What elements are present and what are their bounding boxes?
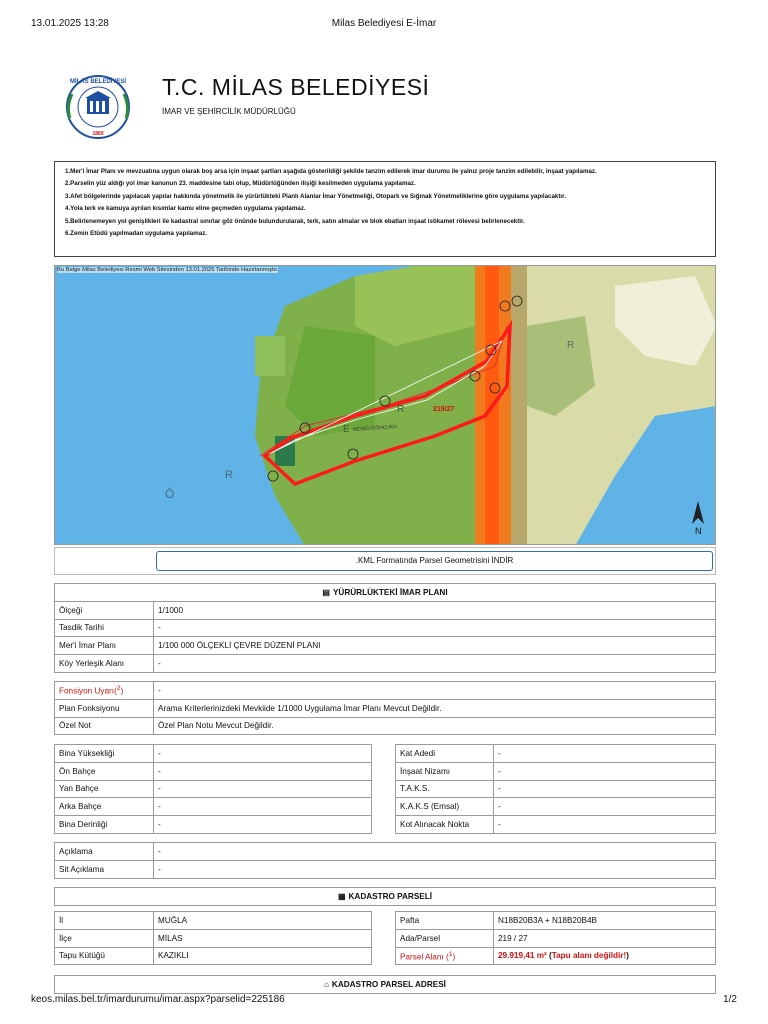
map-letter-o: Ö bbox=[165, 487, 175, 501]
row-value: 219 / 27 bbox=[494, 929, 716, 947]
table-row bbox=[396, 929, 716, 947]
print-header bbox=[0, 18, 768, 32]
note-item: 6.Zemin Etüdü yapılmadan uygulama yapılamaz. bbox=[65, 229, 208, 237]
special-note-label: Özel Not bbox=[55, 717, 154, 735]
parcel-area-label: Parsel Alanı ($^1$) bbox=[396, 947, 494, 965]
table-row bbox=[55, 717, 716, 735]
conditions-notes bbox=[54, 161, 716, 257]
address-heading: ⌂ KADASTRO PARSEL ADRESİ bbox=[55, 976, 716, 994]
row-label: Açıklama bbox=[55, 843, 154, 861]
map-place-label: MENEK/ŞÖHÇUKU bbox=[352, 423, 398, 433]
row-label: Bina Derinliği bbox=[55, 816, 154, 834]
print-date: 13.01.2025 13:28 bbox=[31, 18, 109, 29]
row-label: Köy Yerleşik Alanı bbox=[55, 655, 154, 673]
row-value: - bbox=[494, 798, 716, 816]
row-label: Ada/Parsel bbox=[396, 929, 494, 947]
table-row bbox=[396, 947, 716, 965]
row-value: - bbox=[494, 780, 716, 798]
table-row bbox=[55, 699, 716, 717]
zoning-plan-table bbox=[54, 583, 716, 673]
cadastre-left bbox=[54, 911, 372, 965]
row-label: Tapu Kütüğü bbox=[55, 947, 154, 965]
table-row bbox=[396, 798, 716, 816]
page-number: 1/2 bbox=[723, 994, 737, 1005]
map-letter-r3: R bbox=[567, 340, 575, 351]
row-value: - bbox=[154, 655, 716, 673]
cadastre-heading-table bbox=[54, 887, 716, 906]
row-label: Kat Adedi bbox=[396, 745, 494, 763]
kml-download-button[interactable]: .KML Formatında Parsel Geometrisini İNDİR bbox=[156, 551, 713, 571]
function-warning-value: - bbox=[154, 682, 716, 700]
table-row bbox=[55, 843, 716, 861]
table-row bbox=[55, 798, 372, 816]
row-label: Ölçeği bbox=[55, 601, 154, 619]
kml-row bbox=[54, 547, 716, 575]
row-label: Sit Açıklama bbox=[55, 860, 154, 878]
cadastre-right bbox=[395, 911, 716, 965]
table-row bbox=[396, 780, 716, 798]
row-label: K.A.K.S (Emsal) bbox=[396, 798, 494, 816]
row-label: Yan Bahçe bbox=[55, 780, 154, 798]
row-value: - bbox=[494, 816, 716, 834]
row-value: - bbox=[494, 745, 716, 763]
table-row bbox=[55, 682, 716, 700]
function-table bbox=[54, 681, 716, 735]
home-icon: ⌂ bbox=[324, 979, 329, 989]
row-value: 1/100 000 ÖLÇEKLİ ÇEVRE DÜZENİ PLANI bbox=[154, 637, 716, 655]
table-row bbox=[55, 912, 372, 930]
map-letter-e: E bbox=[343, 424, 350, 435]
row-label: Bina Yüksekliği bbox=[55, 745, 154, 763]
table-row bbox=[55, 655, 716, 673]
row-value: N18B20B3A + N18B20B4B bbox=[494, 912, 716, 930]
row-label: Arka Bahçe bbox=[55, 798, 154, 816]
row-label: Ön Bahçe bbox=[55, 762, 154, 780]
building-params-right bbox=[395, 744, 716, 834]
print-title: Milas Belediyesi E-İmar bbox=[331, 18, 437, 29]
plan-function-label: Plan Fonksiyonu bbox=[55, 699, 154, 717]
map-letter-r1: R bbox=[225, 469, 233, 481]
municipality-logo bbox=[62, 74, 134, 140]
table-row bbox=[55, 816, 372, 834]
grid-icon: ▦ bbox=[337, 891, 346, 901]
plan-heading: ▤ YÜRÜRLÜKTEKİ İMAR PLANI bbox=[55, 584, 716, 602]
row-value: - bbox=[154, 798, 372, 816]
building-params-left bbox=[54, 744, 372, 834]
row-label: Pafta bbox=[396, 912, 494, 930]
row-label: İlçe bbox=[55, 929, 154, 947]
table-row bbox=[396, 816, 716, 834]
row-value: MUĞLA bbox=[154, 912, 372, 930]
department-subtitle: İMAR VE ŞEHİRCİLİK MÜDÜRLÜĞÜ bbox=[162, 107, 296, 116]
cadastre-heading: ▦ KADASTRO PARSELİ bbox=[55, 888, 716, 906]
map-canvas bbox=[55, 266, 716, 545]
row-value: KAZIKLI bbox=[154, 947, 372, 965]
row-label: Tasdik Tarihi bbox=[55, 619, 154, 637]
row-label: İnşaat Nizamı bbox=[396, 762, 494, 780]
logo-ring-text: MİLAS BELEDİYESİ bbox=[69, 79, 127, 85]
note-item: 1.Mer'i İmar Planı ve mevzuatına uygun olarak boş arsa için inşaat şartları aşağıda gösterildiği şekilde tanzim edilerek imar durumu ile yalnız proje tanzim edilebilir, inşaat yapılamaz. bbox=[65, 168, 597, 175]
table-row bbox=[55, 860, 716, 878]
row-value: - bbox=[154, 843, 716, 861]
row-value: MİLAS bbox=[154, 929, 372, 947]
row-value: - bbox=[154, 816, 372, 834]
note-item: 5.Belirlenemeyen yol genişlikleri ile kadastral sınırlar göz önünde bulundurularak, terk, satın almalar ve blok ebatları inşaat istikamet rölevesi belirlenecektir. bbox=[65, 217, 525, 225]
row-value: - bbox=[494, 762, 716, 780]
address-heading-table bbox=[54, 975, 716, 994]
note-item: 3.Afet bölgelerinde yapılacak yapılar hakkında yönetmelik ile yürürlükteki Planlı Alanlar İmar Yönetmeliği, Otopark ve Sığınak Yönetmeliklerine göre uygulama yapılacaktır. bbox=[65, 192, 566, 200]
map-disclaimer: Bu Belge Milas Belediyesi Resmi Web Sitesinden 13.01.2025 Tarihinde Hazırlanmıştır. bbox=[57, 267, 279, 273]
description-table bbox=[54, 842, 716, 879]
row-value: - bbox=[154, 762, 372, 780]
table-row bbox=[55, 947, 372, 965]
organization-title: T.C. MİLAS BELEDİYESİ bbox=[162, 74, 430, 100]
special-note-value: Özel Plan Notu Mevcut Değildir. bbox=[154, 717, 716, 735]
table-row bbox=[55, 762, 372, 780]
map-parcel-label: 219/27 bbox=[433, 406, 455, 413]
table-row bbox=[396, 762, 716, 780]
table-row bbox=[55, 745, 372, 763]
note-item: 2.Parselin yüz aldığı yol imar kanunun 23. maddesine tabi olup, Müdürlüğünden ilişiği kesilmeden uygulama yapılamaz. bbox=[65, 180, 416, 188]
parcel-area-value: 29.919,41 m² (Tapu alanı değildir!) bbox=[494, 947, 716, 965]
table-row bbox=[55, 619, 716, 637]
row-label: Kot Alınacak Nokta bbox=[396, 816, 494, 834]
table-row bbox=[55, 601, 716, 619]
page-url: keos.milas.bel.tr/imardurumu/imar.aspx?parselid=225186 bbox=[31, 994, 285, 1005]
north-label: N bbox=[695, 526, 702, 536]
parcel-map[interactable] bbox=[54, 265, 716, 545]
note-item: 4.Yola terk ve kamuya ayrılan kısımlar kamu eline geçmeden uygulama yapılamaz. bbox=[65, 205, 306, 213]
row-label: T.A.K.S. bbox=[396, 780, 494, 798]
table-row bbox=[55, 929, 372, 947]
table-row bbox=[396, 912, 716, 930]
document-icon: ▤ bbox=[322, 587, 330, 597]
function-warning-label: Fonsiyon Uyarı($^2$) bbox=[55, 682, 154, 700]
row-label: Mer'i İmar Planı bbox=[55, 637, 154, 655]
row-value: - bbox=[154, 745, 372, 763]
row-value: - bbox=[154, 619, 716, 637]
table-row bbox=[396, 745, 716, 763]
map-letter-r2: R bbox=[397, 404, 405, 415]
table-row bbox=[55, 780, 372, 798]
row-value: - bbox=[154, 860, 716, 878]
row-label: İl bbox=[55, 912, 154, 930]
table-row bbox=[55, 637, 716, 655]
logo-year: 1869 bbox=[92, 131, 104, 137]
row-value: 1/1000 bbox=[154, 601, 716, 619]
plan-function-value: Arama Kriterlerinizdeki Mevkiide 1/1000 Uygulama İmar Planı Mevcut Değildir. bbox=[154, 699, 716, 717]
row-value: - bbox=[154, 780, 372, 798]
